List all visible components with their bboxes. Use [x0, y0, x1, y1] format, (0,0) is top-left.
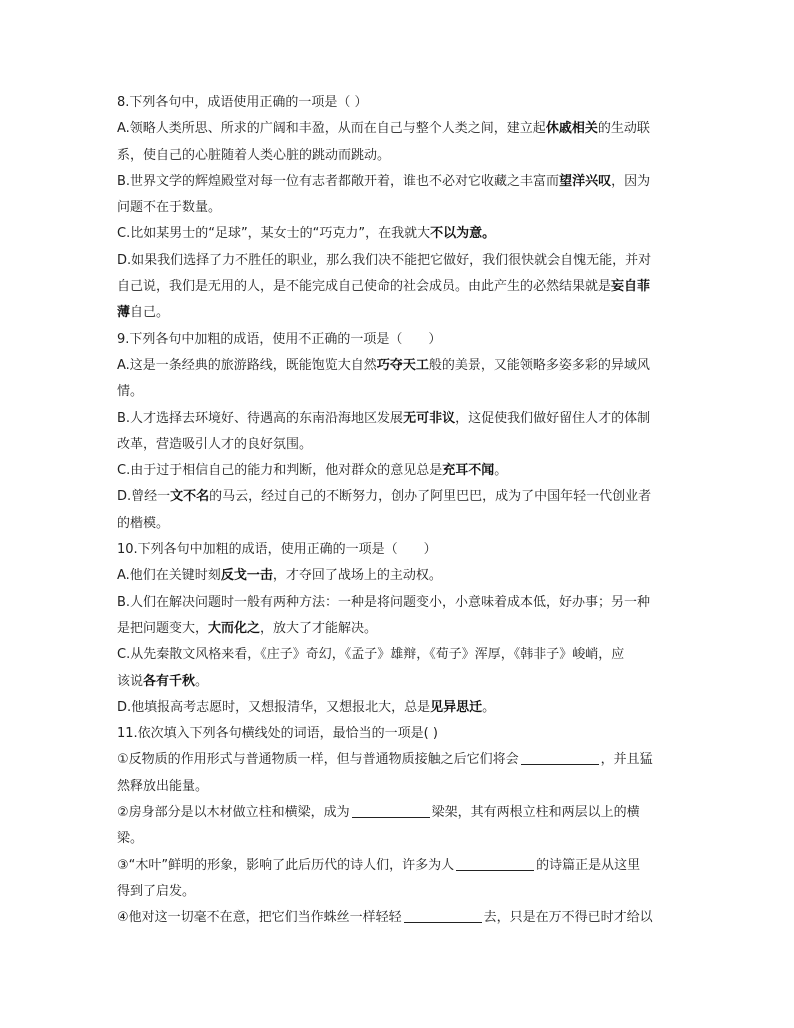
question-content — [117, 90, 679, 932]
q11-item-1-cont: 然释放出能量。 — [117, 778, 209, 794]
q11-item-2-cont: 梁。 — [117, 831, 144, 847]
fill-blank — [456, 856, 534, 871]
q8-option-d: D.如果我们选择了力不胜任的职业，那么我们决不能把它做好，我们很快就会自愧无能，并对 — [117, 252, 652, 268]
q9-option-d-cont: 的楷模。 — [117, 515, 170, 531]
q8-option-b-cont: 问题不在于数量。 — [117, 200, 222, 216]
q11-item-1: ①反物质的作用形式与普通物质一样，但与普通物质接触之后它们将会 ，并且猛 — [117, 752, 653, 768]
q11-item-3: ③“木叶”鲜明的形象，影响了此后历代的诗人们，许多为人 的诗篇正是从这里 — [117, 857, 641, 873]
q9-option-b: B.人才选择去环境好、待遇高的东南沿海地区发展无可非议，这促使我们做好留住人才的体制 — [117, 410, 651, 426]
q10-option-d: D.他填报高考志愿时，又想报清华，又想报北大，总是见异思迁。 — [117, 699, 496, 715]
q9-option-a: A.这是一条经典的旅游路线，既能饱览大自然巧夺天工般的美景，又能领略多姿多彩的异域风 — [117, 357, 650, 373]
q9-option-a-cont: 情。 — [117, 384, 144, 400]
q9-option-d: D.曾经一文不名的马云，经过自己的不断努力，创办了阿里巴巴，成为了中国年轻一代创业者 — [117, 489, 652, 505]
question-9-stem: 9.下列各句中加粗的成语，使用不正确的一项是（ ） — [117, 331, 442, 347]
q11-item-2: ②房身部分是以木材做立柱和横梁，成为 梁架，其有两根立柱和两层以上的横 — [117, 805, 640, 821]
q10-option-b: B.人们在解决问题时一般有两种方法：一种是将问题变小，小意味着成本低，好办事；另一种 — [117, 594, 651, 610]
q8-option-d-cont2: 薄自己。 — [117, 305, 170, 321]
fill-blank — [521, 750, 599, 765]
question-11-stem: 11.依次填入下列各句横线处的词语，最恰当的一项是( ) — [117, 726, 438, 742]
q10-option-c-cont: 该说各有千秋。 — [117, 673, 209, 689]
q8-option-a-cont: 系，使自己的心脏随着人类心脏的跳动而跳动。 — [117, 147, 391, 163]
q11-item-4: ④他对这一切毫不在意，把它们当作蛛丝一样轻轻 去，只是在万不得已时才给以 — [117, 910, 653, 926]
q9-option-c: C.由于过于相信自己的能力和判断，他对群众的意见总是充耳不闻。 — [117, 463, 508, 479]
q8-option-b: B.世界文学的辉煌殿堂对每一位有志者都敞开着，谁也不必对它收藏之丰富而望洋兴叹，因为 — [117, 173, 651, 189]
q10-option-c: C.从先秦散文风格来看，《庄子》奇幻，《孟子》雄辩，《荀子》浑厚，《韩非子》峻峭，应 — [117, 647, 625, 663]
q11-item-3-cont: 得到了启发。 — [117, 883, 196, 899]
q10-option-b-cont: 是把问题变大，大而化之，放大了才能解决。 — [117, 620, 378, 636]
q8-option-d-cont: 自己说，我们是无用的人，是不能完成自己使命的社会成员。由此产生的必然结果就是妄自菲 — [117, 279, 651, 295]
q10-option-a: A.他们在关键时刻反戈一击，才夺回了战场上的主动权。 — [117, 568, 442, 584]
question-10-stem: 10.下列各句中加粗的成语，使用正确的一项是（ ） — [117, 542, 437, 558]
q8-option-c: C.比如某男士的“足球”，某女士的“巧克力”，在我就大不以为意。 — [117, 226, 496, 242]
fill-blank — [352, 803, 430, 818]
question-8-stem: 8.下列各句中，成语使用正确的一项是（ ） — [117, 95, 368, 110]
q8-option-a: A.领略人类所思、所求的广阔和丰盈，从而在自己与整个人类之间，建立起休戚相关的生动联 — [117, 121, 650, 137]
fill-blank — [404, 908, 482, 923]
q9-option-b-cont: 改革，营造吸引人才的良好氛围。 — [117, 436, 313, 452]
